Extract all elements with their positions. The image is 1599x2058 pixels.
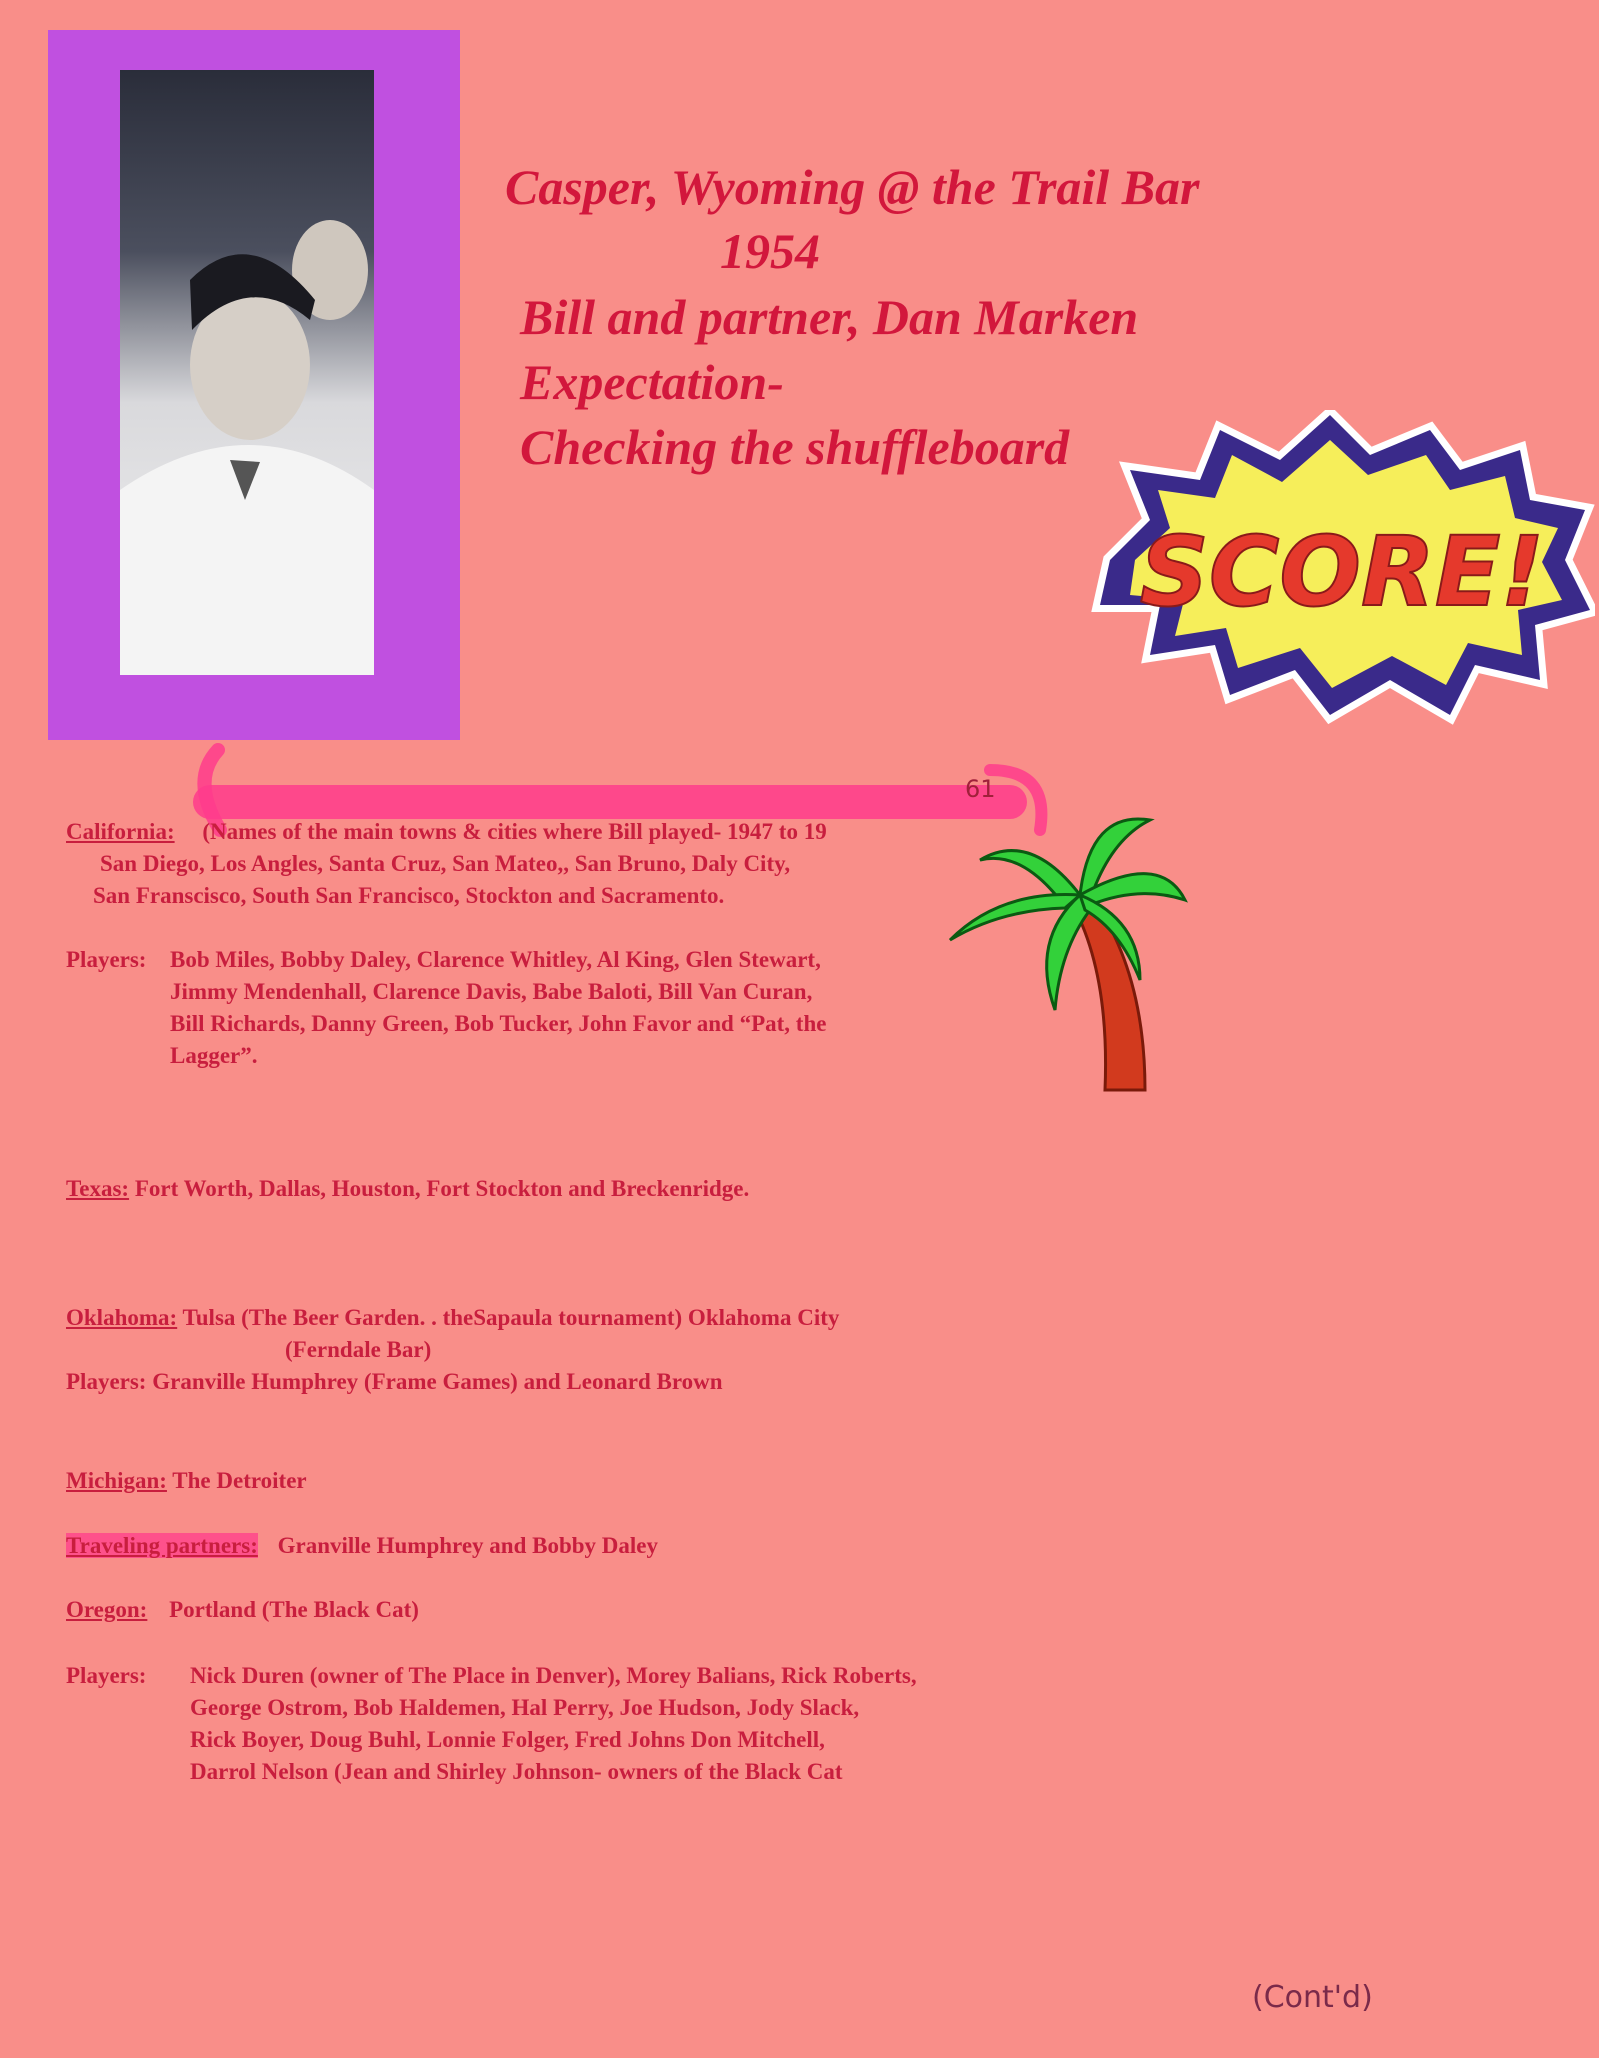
continued-note: (Cont'd)	[1252, 1980, 1373, 2015]
oregon-label: Oregon:	[66, 1597, 148, 1622]
oregon-players-label: Players:	[66, 1663, 147, 1688]
california-label: California:	[66, 819, 175, 844]
california-towns-1: San Diego, Los Angles, Santa Cruz, San Mateo,, San Bruno, Daly City,	[100, 851, 791, 876]
oklahoma-players: Players: Granville Humphrey (Frame Games) and Leonard Brown	[66, 1369, 723, 1394]
traveling-label: Traveling partners:	[66, 1533, 258, 1558]
texas-label: Texas:	[66, 1176, 130, 1201]
california-section	[66, 816, 827, 848]
caption-line-2: 1954	[720, 223, 820, 279]
oklahoma-text-2: (Ferndale Bar)	[285, 1337, 432, 1362]
oklahoma-section	[66, 1302, 839, 1334]
california-note: (Names of the main towns & cities where Bill played- 1947 to 19	[202, 819, 827, 844]
oregon-players-2: George Ostrom, Bob Haldemen, Hal Perry, Joe Hudson, Jody Slack,	[190, 1695, 860, 1720]
palm-tree-sticker	[940, 790, 1190, 1100]
oregon-section	[66, 1594, 419, 1626]
page-number-61: 61	[965, 775, 996, 803]
caption-line-4: Expectation-	[520, 354, 784, 410]
california-players-label: Players:	[66, 947, 147, 972]
traveling-text: Granville Humphrey and Bobby Daley	[277, 1533, 659, 1558]
oregon-players-3: Rick Boyer, Doug Buhl, Lonnie Folger, Fred Johns Don Mitchell,	[190, 1727, 825, 1752]
texas-section	[66, 1173, 749, 1205]
oregon-players-1: Nick Duren (owner of The Place in Denver), Morey Balians, Rick Roberts,	[190, 1663, 917, 1688]
california-players-4: Lagger”.	[170, 1043, 258, 1068]
caption-line-3: Bill and partner, Dan Marken	[520, 289, 1139, 345]
caption-line-1: Casper, Wyoming @ the Trail Bar	[505, 159, 1200, 215]
caption-line-5: Checking the shuffleboard	[520, 419, 1070, 475]
california-players-2: Jimmy Mendenhall, Clarence Davis, Babe Baloti, Bill Van Curan,	[170, 979, 813, 1004]
texas-text: Fort Worth, Dallas, Houston, Fort Stockton and Breckenridge.	[134, 1176, 750, 1201]
california-players-3: Bill Richards, Danny Green, Bob Tucker, John Favor and “Pat, the	[170, 1011, 827, 1036]
score-sticker	[1090, 410, 1595, 725]
oklahoma-label: Oklahoma:	[66, 1305, 178, 1330]
california-towns-2: San Franscisco, South San Francisco, Stockton and Sacramento.	[93, 883, 725, 908]
score-text: SCORE!	[1139, 516, 1545, 628]
california-players-1: Bob Miles, Bobby Daley, Clarence Whitley, Al King, Glen Stewart,	[170, 947, 821, 972]
michigan-section	[66, 1465, 307, 1497]
traveling-section	[66, 1530, 658, 1562]
michigan-text: The Detroiter	[172, 1468, 307, 1493]
michigan-label: Michigan:	[66, 1468, 167, 1493]
oklahoma-text-1: Tulsa (The Beer Garden. . theSapaula tournament) Oklahoma City	[182, 1305, 840, 1330]
oregon-players-4: Darrol Nelson (Jean and Shirley Johnson- owners of the Black Cat	[190, 1759, 843, 1784]
oregon-text: Portland (The Black Cat)	[169, 1597, 419, 1622]
vintage-photo	[120, 70, 374, 675]
